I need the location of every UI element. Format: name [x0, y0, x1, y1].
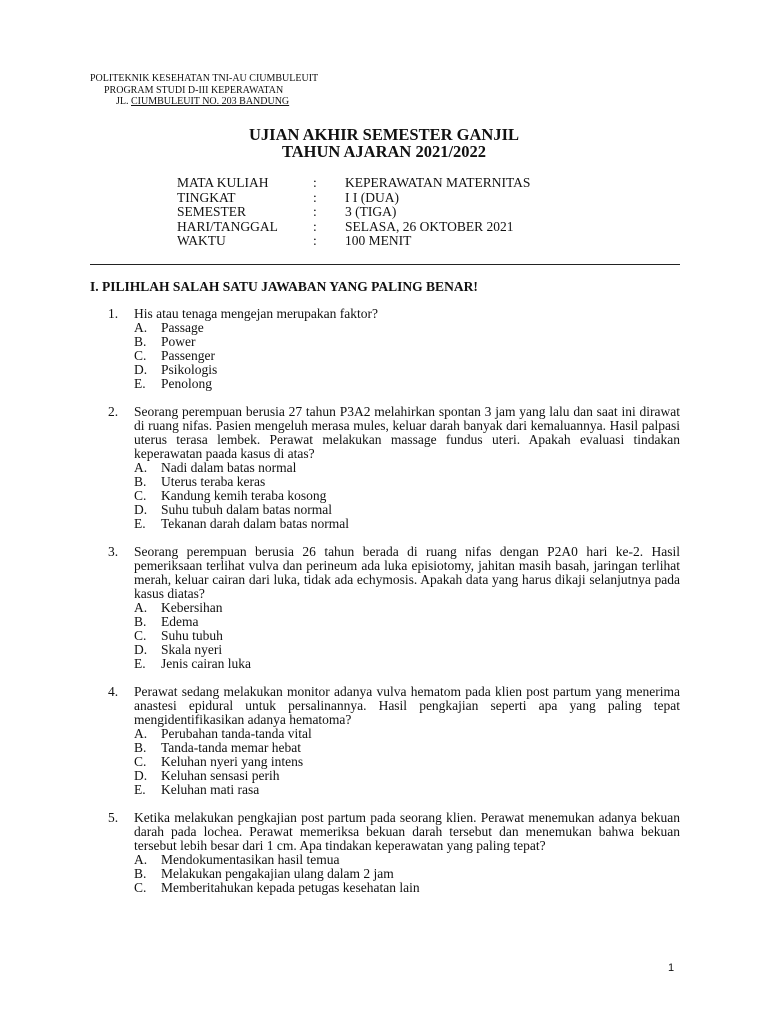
header-divider [90, 264, 680, 265]
info-separator: : [313, 204, 317, 219]
option-list [134, 461, 680, 531]
question-number: 2. [108, 404, 119, 419]
option-letter: E. [134, 656, 146, 671]
option-d [134, 363, 680, 377]
question-3 [108, 545, 680, 671]
option-list [134, 321, 680, 391]
option-c [134, 349, 680, 363]
option-letter: E. [134, 376, 146, 391]
institution-address [90, 96, 318, 108]
info-row [177, 220, 530, 235]
info-label: TINGKAT [177, 189, 236, 205]
option-d [134, 769, 680, 783]
info-value: 3 (TIGA) [345, 204, 397, 219]
exam-title: UJIAN AKHIR SEMESTER GANJIL [248, 125, 519, 144]
option-letter: A. [134, 600, 148, 615]
program-name: PROGRAM STUDI D-III KEPERAWATAN [104, 84, 284, 96]
option-text: Kandung kemih teraba kosong [161, 488, 327, 503]
option-text: Perubahan tanda-tanda vital [161, 726, 312, 741]
option-text: Jenis cairan luka [161, 656, 251, 671]
option-c [134, 629, 680, 643]
info-value: SELASA, 26 OKTOBER 2021 [345, 218, 514, 234]
question-4 [108, 685, 680, 797]
option-e [134, 783, 680, 797]
option-letter: C. [134, 880, 147, 895]
info-separator: : [313, 233, 317, 248]
info-value: I I (DUA) [345, 189, 399, 205]
section-title: I. PILIHLAH SALAH SATU JAWABAN YANG PALING BENAR! [90, 279, 478, 294]
option-text: Skala nyeri [161, 642, 223, 657]
info-separator: : [313, 218, 317, 234]
option-letter: D. [134, 642, 148, 657]
option-b [134, 615, 680, 629]
option-letter: A. [134, 320, 148, 335]
info-label: SEMESTER [177, 204, 247, 219]
question-5 [108, 811, 680, 895]
question-text: Seorang perempuan berusia 27 tahun P3A2 melahirkan spontan 3 jam yang lalu dan saat ini dirawat di ruang nifas. Pasien mengeluh merasa mules, keluar darah banyak dari kemaluannya. Hasil palpasi uterus terasa lembek. Perawat melakukan massage fundus uteri. Apakah evaluasi tindakan keperawatan paada kasus di atas? [134, 404, 680, 461]
exam-year: TAHUN AJARAN 2021/2022 [281, 142, 487, 161]
option-letter: E. [134, 782, 146, 797]
info-value: KEPERAWATAN MATERNITAS [345, 175, 531, 190]
option-text: Suhu tubuh dalam batas normal [161, 502, 332, 517]
question-number: 4. [108, 684, 119, 699]
option-text: Mendokumentasikan hasil temua [161, 852, 340, 867]
option-letter: C. [134, 348, 147, 363]
info-row [177, 176, 530, 191]
question-number: 5. [108, 810, 119, 825]
question-text: Seorang perempuan berusia 26 tahun berada di ruang nifas dengan P2A0 hari ke-2. Hasil pemeriksaan terlihat vulva dan perineum ada luka episiotomy, jahitan masih basah, jaringan terlihat merah, keluar cairan dari luka, tidak ada echymosis. Apakah data yang harus dikaji selanjutnya pada kasus diatas? [134, 544, 680, 601]
info-value: 100 MENIT [345, 233, 412, 248]
option-text: Nadi dalam batas normal [161, 460, 297, 475]
info-separator: : [313, 189, 317, 205]
question-1 [108, 307, 680, 391]
option-text: Psikologis [161, 362, 218, 377]
option-list [134, 727, 680, 797]
option-a [134, 321, 680, 335]
option-list [134, 853, 680, 895]
option-b [134, 335, 680, 349]
option-letter: A. [134, 852, 148, 867]
option-e [134, 517, 680, 531]
option-text: Keluhan mati rasa [161, 782, 260, 797]
option-b [134, 475, 680, 489]
option-letter: B. [134, 614, 147, 629]
option-a [134, 727, 680, 741]
institution-name: POLITEKNIK KESEHATAN TNI-AU CIUMBULEUIT [90, 73, 319, 84]
option-letter: B. [134, 474, 147, 489]
info-row [177, 205, 530, 220]
option-text: Penolong [161, 376, 213, 391]
address-street: CIUMBULEUIT NO. 203 BANDUNG [131, 96, 290, 107]
option-a [134, 601, 680, 615]
option-text: Edema [161, 614, 199, 629]
info-label: WAKTU [177, 233, 226, 248]
question-2 [108, 405, 680, 531]
option-text: Keluhan sensasi perih [161, 768, 280, 783]
option-text: Suhu tubuh [161, 628, 223, 643]
option-b [134, 741, 680, 755]
info-label: HARI/TANGGAL [177, 218, 278, 234]
question-text: Perawat sedang melakukan monitor adanya vulva hematom pada klien post partum yang menerima anastesi epidural untuk persalinannya. Hasil pengkajian seperti apa yang paling tepat mengidentifikasikan adanya hematoma? [134, 684, 680, 727]
option-letter: C. [134, 754, 147, 769]
option-e [134, 377, 680, 391]
option-text: Keluhan nyeri yang intens [161, 754, 304, 769]
option-letter: C. [134, 488, 147, 503]
institution-header [90, 73, 318, 108]
option-text: Passage [161, 320, 204, 335]
option-text: Tekanan darah dalam batas normal [161, 516, 349, 531]
question-text: Ketika melakukan pengkajian post partum pada seorang klien. Perawat menemukan adanya bekuan darah pada lochea. Perawat memeriksa bekuan darah tersebut dan menemukan bahwa bekuan tersebut lebih besar dari 1 cm. Apa tindakan keperawatan yang paling tepat? [134, 810, 680, 853]
page-number: 1 [668, 962, 675, 974]
option-text: Kebersihan [161, 600, 223, 615]
option-letter: E. [134, 516, 146, 531]
info-row [177, 234, 530, 249]
option-text: Memberitahukan kepada petugas kesehatan lain [161, 880, 420, 895]
option-letter: C. [134, 628, 147, 643]
option-text: Passenger [161, 348, 215, 363]
option-d [134, 503, 680, 517]
exam-info-table [177, 176, 530, 249]
option-a [134, 461, 680, 475]
info-row [177, 191, 530, 206]
option-letter: A. [134, 726, 148, 741]
question-text: His atau tenaga mengejan merupakan faktor? [134, 306, 379, 321]
info-separator: : [313, 175, 317, 190]
address-prefix: JL. [116, 96, 129, 107]
option-text: Uterus teraba keras [161, 474, 266, 489]
info-label: MATA KULIAH [177, 175, 269, 190]
option-c [134, 489, 680, 503]
option-letter: D. [134, 362, 148, 377]
question-number: 1. [108, 306, 119, 321]
option-list [134, 601, 680, 671]
option-letter: B. [134, 334, 147, 349]
option-text: Power [161, 334, 196, 349]
option-c [134, 755, 680, 769]
option-a [134, 853, 680, 867]
option-letter: D. [134, 768, 148, 783]
option-c [134, 881, 680, 895]
option-text: Tanda-tanda memar hebat [161, 740, 301, 755]
option-b [134, 867, 680, 881]
option-e [134, 657, 680, 671]
option-letter: D. [134, 502, 148, 517]
option-d [134, 643, 680, 657]
question-number: 3. [108, 544, 119, 559]
option-letter: B. [134, 740, 147, 755]
option-letter: A. [134, 460, 148, 475]
option-letter: B. [134, 866, 147, 881]
option-text: Melakukan pengakajian ulang dalam 2 jam [161, 866, 394, 881]
